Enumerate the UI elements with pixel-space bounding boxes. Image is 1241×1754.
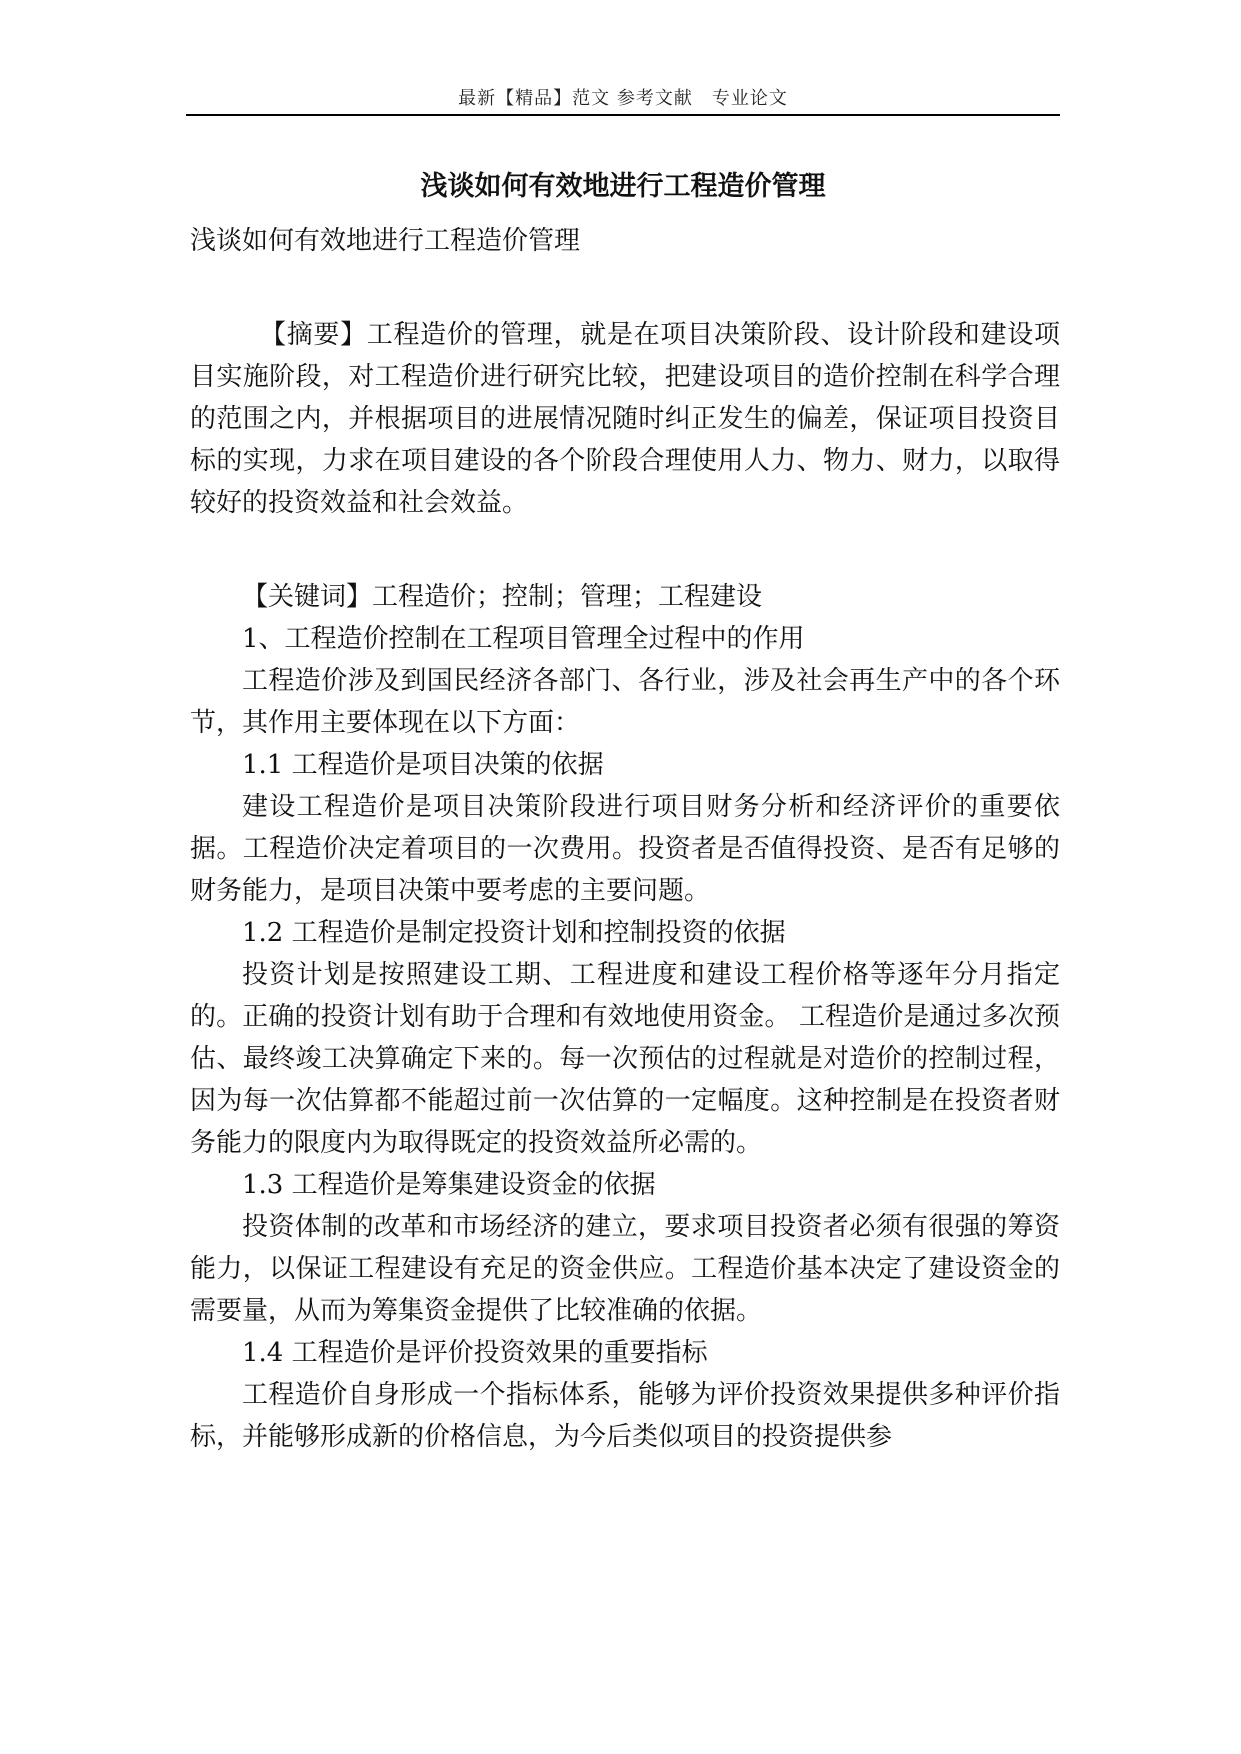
document-body [190, 220, 1060, 1458]
keywords-line: 【关键词】工程造价；控制；管理；工程建设 [242, 582, 763, 612]
body-paragraph: 投资体制的改革和市场经济的建立，要求项目投资者必须有很强的筹资能力，以保证工程建设有充足的资金供应。工程造价基本决定了建设资金的需要量，从而为筹集资金提供了比较准确的依据。 [190, 1212, 1060, 1326]
body-paragraph: 投资计划是按照建设工期、工程进度和建设工程价格等逐年分月指定的。正确的投资计划有助于合理和有效地使用资金。 工程造价是通过多次预估、最终竣工决算确定下来的。每一次预估的过程就是对造价的控制过程，因为每一次估算都不能超过前一次估算的一定幅度。这种控制是在投资者财务能力的限度内为取得既定的投资效益所必需的。 [190, 960, 1060, 1158]
header-rule [186, 114, 1060, 116]
subsection-heading: 1.1 工程造价是项目决策的依据 [242, 750, 604, 780]
body-paragraph: 工程造价涉及到国民经济各部门、各行业，涉及社会再生产中的各个环节，其作用主要体现在以下方面： [190, 666, 1060, 738]
document-subtitle: 浅谈如何有效地进行工程造价管理 [190, 226, 581, 256]
section-heading: 1、工程造价控制在工程项目管理全过程中的作用 [242, 624, 805, 654]
page-header: 最新【精品】范文 参考文献 专业论文 [458, 88, 788, 109]
abstract-paragraph: 【摘要】工程造价的管理，就是在项目决策阶段、设计阶段和建设项目实施阶段，对工程造价进行研究比较，把建设项目的造价控制在科学合理的范围之内，并根据项目的进展情况随时纠正发生的偏差，保证项目投资目标的实现，力求在项目建设的各个阶段合理使用人力、物力、财力，以取得较好的投资效益和社会效益。 [190, 320, 1060, 518]
body-paragraph: 工程造价自身形成一个指标体系，能够为评价投资效果提供多种评价指标，并能够形成新的价格信息，为今后类似项目的投资提供参 [190, 1380, 1060, 1452]
document-title: 浅谈如何有效地进行工程造价管理 [420, 171, 826, 202]
subsection-heading: 1.4 工程造价是评价投资效果的重要指标 [242, 1338, 708, 1368]
body-paragraph: 建设工程造价是项目决策阶段进行项目财务分析和经济评价的重要依据。工程造价决定着项目的一次费用。投资者是否值得投资、是否有足够的财务能力，是项目决策中要考虑的主要问题。 [190, 792, 1060, 906]
subsection-heading: 1.3 工程造价是筹集建设资金的依据 [242, 1170, 656, 1200]
subsection-heading: 1.2 工程造价是制定投资计划和控制投资的依据 [242, 918, 786, 948]
